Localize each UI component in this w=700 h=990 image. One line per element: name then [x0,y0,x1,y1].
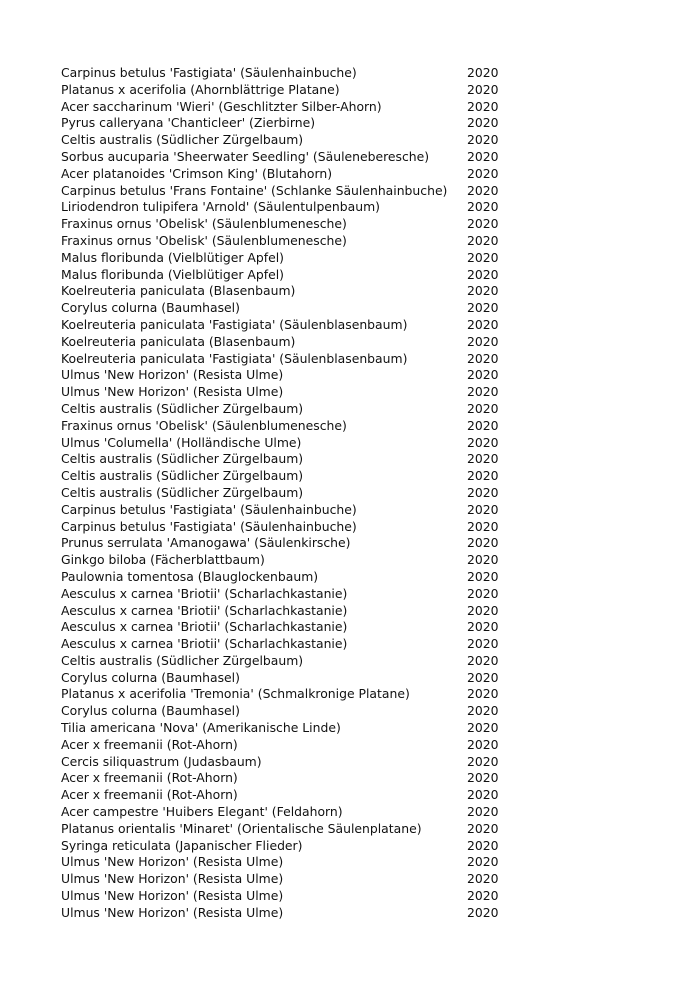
planting-year: 2020 [467,669,499,685]
tree-name: Acer saccharinum 'Wieri' (Geschlitzter Silber-Ahorn) [61,98,382,114]
list-item [61,854,501,871]
tree-name: Cercis siliquastrum (Judasbaum) [61,753,262,769]
tree-name: Acer x freemanii (Rot-Ahorn) [61,787,238,803]
planting-year: 2020 [467,686,499,702]
planting-year: 2020 [467,585,499,601]
planting-year: 2020 [467,283,499,299]
tree-name: Ulmus 'New Horizon' (Resista Ulme) [61,888,284,904]
list-item [61,199,501,216]
tree-name: Aesculus x carnea 'Briotii' (Scharlachkastanie) [61,585,348,601]
planting-year: 2020 [467,266,499,282]
tree-name: Corylus colurna (Baumhasel) [61,300,240,316]
list-item [61,888,501,905]
tree-name: Koelreuteria paniculata 'Fastigiata' (Säulenblasenbaum) [61,316,408,332]
tree-name: Acer x freemanii (Rot-Ahorn) [61,770,238,786]
planting-year: 2020 [467,148,499,164]
list-item [61,502,501,519]
list-item [61,82,501,99]
list-item [61,720,501,737]
tree-name: Ulmus 'New Horizon' (Resista Ulme) [61,871,284,887]
planting-year: 2020 [467,871,499,887]
list-item [61,166,501,183]
tree-name: Fraxinus ornus 'Obelisk' (Säulenblumenesche) [61,216,347,232]
tree-name: Platanus x acerifolia (Ahornblättrige Platane) [61,81,340,97]
list-item [61,351,501,368]
tree-name: Koelreuteria paniculata (Blasenbaum) [61,333,296,349]
planting-year: 2020 [467,249,499,265]
tree-name: Ulmus 'Columella' (Holländische Ulme) [61,434,302,450]
tree-name: Corylus colurna (Baumhasel) [61,703,240,719]
list-item [61,317,501,334]
list-item [61,535,501,552]
tree-name: Carpinus betulus 'Fastigiata' (Säulenhainbuche) [61,501,357,517]
planting-year: 2020 [467,333,499,349]
planting-year: 2020 [467,400,499,416]
planting-year: 2020 [467,904,499,920]
planting-year: 2020 [467,65,499,80]
list-item [61,569,501,586]
list-item [61,737,501,754]
tree-name: Platanus orientalis 'Minaret' (Orientalische Säulenplatane) [61,820,422,836]
planting-year: 2020 [467,602,499,618]
planting-year: 2020 [467,820,499,836]
planting-year: 2020 [467,165,499,181]
list-item [61,603,501,620]
planting-year: 2020 [467,652,499,668]
list-item [61,519,501,536]
tree-name: Celtis australis (Südlicher Zürgelbaum) [61,451,304,467]
planting-year: 2020 [467,518,499,534]
planting-year: 2020 [467,753,499,769]
tree-name: Ulmus 'New Horizon' (Resista Ulme) [61,854,284,870]
tree-name: Pyrus calleryana 'Chanticleer' (Zierbirne) [61,115,316,131]
list-item [61,132,501,149]
planting-year: 2020 [467,535,499,551]
list-item [61,670,501,687]
tree-list [61,65,501,922]
planting-year: 2020 [467,484,499,500]
tree-name: Celtis australis (Südlicher Zürgelbaum) [61,484,304,500]
tree-name: Liriodendron tulipifera 'Arnold' (Säulentulpenbaum) [61,199,380,215]
tree-name: Koelreuteria paniculata 'Fastigiata' (Säulenblasenbaum) [61,350,408,366]
tree-name: Syringa reticulata (Japanischer Flieder) [61,837,303,853]
list-item [61,435,501,452]
list-item [61,401,501,418]
list-item [61,653,501,670]
list-item [61,418,501,435]
list-item [61,283,501,300]
list-item [61,619,501,636]
tree-name: Celtis australis (Südlicher Zürgelbaum) [61,132,304,148]
planting-year: 2020 [467,199,499,215]
planting-year: 2020 [467,350,499,366]
list-item [61,821,501,838]
tree-name: Ulmus 'New Horizon' (Resista Ulme) [61,384,284,400]
tree-name: Tilia americana 'Nova' (Amerikanische Linde) [61,720,341,736]
planting-year: 2020 [467,216,499,232]
tree-name: Ulmus 'New Horizon' (Resista Ulme) [61,367,284,383]
planting-year: 2020 [467,787,499,803]
tree-name: Aesculus x carnea 'Briotii' (Scharlachkastanie) [61,602,348,618]
planting-year: 2020 [467,501,499,517]
list-item [61,871,501,888]
tree-name: Acer platanoides 'Crimson King' (Blutahorn) [61,165,333,181]
planting-year: 2020 [467,98,499,114]
planting-year: 2020 [467,417,499,433]
tree-name: Carpinus betulus 'Fastigiata' (Säulenhainbuche) [61,65,357,80]
planting-year: 2020 [467,316,499,332]
list-item [61,384,501,401]
tree-name: Sorbus aucuparia 'Sheerwater Seedling' (Säuleneberesche) [61,148,430,164]
tree-name: Aesculus x carnea 'Briotii' (Scharlachkastanie) [61,636,348,652]
list-item [61,115,501,132]
planting-year: 2020 [467,854,499,870]
tree-name: Carpinus betulus 'Frans Fontaine' (Schlanke Säulenhainbuche) [61,182,448,198]
list-item [61,334,501,351]
planting-year: 2020 [467,720,499,736]
planting-year: 2020 [467,636,499,652]
list-item [61,233,501,250]
list-item [61,905,501,922]
planting-year: 2020 [467,552,499,568]
list-item [61,586,501,603]
tree-name: Malus floribunda (Vielblütiger Apfel) [61,266,284,282]
planting-year: 2020 [467,367,499,383]
tree-name: Paulownia tomentosa (Blauglockenbaum) [61,568,319,584]
list-item [61,65,501,82]
planting-year: 2020 [467,837,499,853]
planting-year: 2020 [467,300,499,316]
tree-name: Acer x freemanii (Rot-Ahorn) [61,736,238,752]
tree-name: Carpinus betulus 'Fastigiata' (Säulenhainbuche) [61,518,357,534]
planting-year: 2020 [467,115,499,131]
planting-year: 2020 [467,804,499,820]
planting-year: 2020 [467,434,499,450]
list-item [61,149,501,166]
list-item [61,485,501,502]
planting-year: 2020 [467,619,499,635]
tree-name: Malus floribunda (Vielblütiger Apfel) [61,249,284,265]
list-item [61,367,501,384]
list-item [61,552,501,569]
list-item [61,451,501,468]
list-item [61,636,501,653]
list-item [61,99,501,116]
tree-name: Celtis australis (Südlicher Zürgelbaum) [61,400,304,416]
list-item [61,804,501,821]
planting-year: 2020 [467,703,499,719]
planting-year: 2020 [467,81,499,97]
tree-name: Ulmus 'New Horizon' (Resista Ulme) [61,904,284,920]
tree-name: Ginkgo biloba (Fächerblattbaum) [61,552,265,568]
list-item [61,183,501,200]
list-item [61,250,501,267]
planting-year: 2020 [467,568,499,584]
list-item [61,754,501,771]
tree-name: Fraxinus ornus 'Obelisk' (Säulenblumenesche) [61,417,347,433]
list-item [61,703,501,720]
tree-name: Aesculus x carnea 'Briotii' (Scharlachkastanie) [61,619,348,635]
planting-year: 2020 [467,468,499,484]
tree-name: Platanus x acerifolia 'Tremonia' (Schmalkronige Platane) [61,686,410,702]
list-item [61,468,501,485]
list-item [61,787,501,804]
tree-name: Koelreuteria paniculata (Blasenbaum) [61,283,296,299]
planting-year: 2020 [467,770,499,786]
planting-year: 2020 [467,182,499,198]
planting-year: 2020 [467,736,499,752]
planting-year: 2020 [467,384,499,400]
planting-year: 2020 [467,132,499,148]
planting-year: 2020 [467,232,499,248]
list-item [61,686,501,703]
tree-name: Corylus colurna (Baumhasel) [61,669,240,685]
planting-year: 2020 [467,451,499,467]
list-item [61,838,501,855]
tree-name: Acer campestre 'Huibers Elegant' (Feldahorn) [61,804,343,820]
list-item [61,216,501,233]
list-item [61,770,501,787]
planting-year: 2020 [467,888,499,904]
tree-name: Fraxinus ornus 'Obelisk' (Säulenblumenesche) [61,232,347,248]
list-item [61,300,501,317]
tree-name: Celtis australis (Südlicher Zürgelbaum) [61,468,304,484]
tree-name: Prunus serrulata 'Amanogawa' (Säulenkirsche) [61,535,351,551]
tree-name: Celtis australis (Südlicher Zürgelbaum) [61,652,304,668]
list-item [61,267,501,284]
